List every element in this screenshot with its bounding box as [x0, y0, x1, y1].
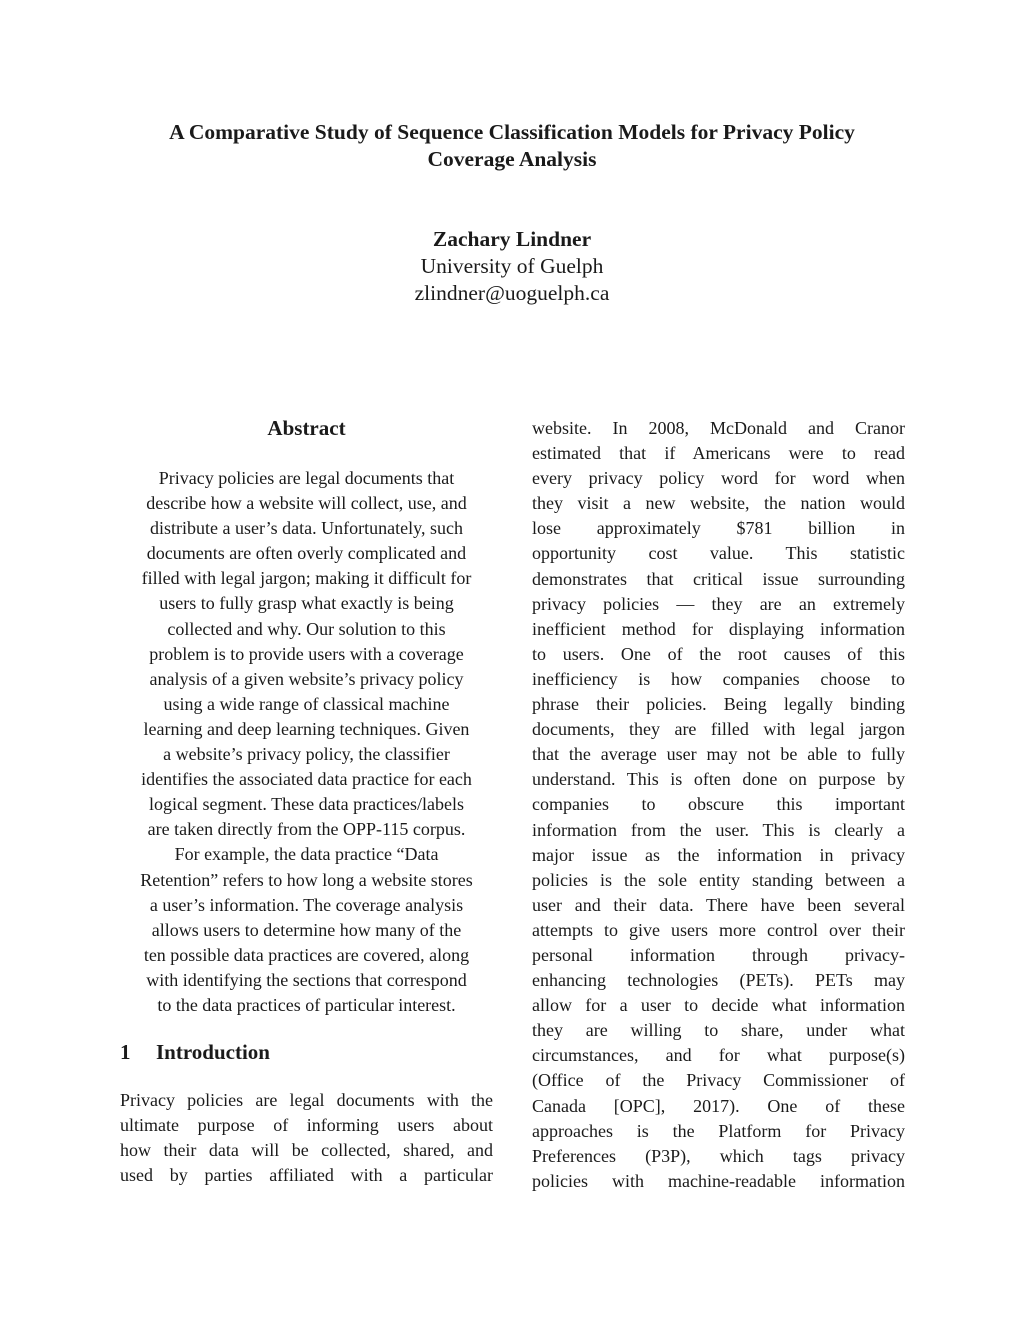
text-line: Privacy policies are legal documents with the [120, 1090, 493, 1111]
paper-title [0, 119, 1024, 173]
text-line: identifies the associated data practice for each [141, 769, 472, 790]
text-line: Preferences (P3P), which tags privacy [532, 1145, 905, 1166]
text-line: they are willing to share, under what [532, 1020, 905, 1041]
text-line: logical segment. These data practices/labels [148, 794, 465, 815]
text-line: Canada [OPC], 2017). One of these [532, 1095, 905, 1116]
text-line: policies with machine-readable information [532, 1170, 905, 1191]
text-line: that the average user may not be able to fully [532, 744, 905, 765]
text-line: inefficient method for displaying information [532, 618, 905, 639]
text-line: learning and deep learning techniques. Given [143, 718, 470, 739]
author-affiliation: University of Guelph [420, 254, 604, 278]
text-line: opportunity cost value. This statistic [532, 543, 905, 564]
text-line: ultimate purpose of informing users about [120, 1115, 493, 1136]
text-line: inefficiency is how companies choose to [532, 668, 905, 689]
text-line: phrase their policies. Being legally binding [532, 694, 905, 715]
section-number: 1 [120, 1040, 131, 1065]
author-email: zlindner@uoguelph.ca [414, 281, 610, 305]
text-line: information from the user. This is clearly a [532, 819, 905, 840]
text-line: using a wide range of classical machine [163, 693, 450, 714]
author-block [0, 226, 1024, 307]
text-line: distribute a user’s data. Unfortunately, such [150, 518, 463, 539]
text-line: a website’s privacy policy, the classifier [163, 744, 450, 765]
text-line: Retention” refers to how long a website stores [140, 869, 473, 890]
title-line: A Comparative Study of Sequence Classification Models for Privacy Policy [169, 120, 855, 144]
introduction-body-right [532, 416, 905, 1194]
text-line: used by parties affiliated with a particular [120, 1165, 493, 1186]
text-line: filled with legal jargon; making it difficult for [141, 568, 472, 589]
text-line: every privacy policy word for word when [532, 468, 905, 489]
text-line: demonstrates that critical issue surrounding [532, 568, 905, 589]
text-line: collected and why. Our solution to this [167, 618, 446, 639]
text-line: estimated that if Americans were to read [532, 443, 905, 464]
author-name: Zachary Lindner [432, 227, 592, 251]
text-line: allow for a user to decide what information [532, 995, 905, 1016]
text-line: ten possible data practices are covered, along [143, 944, 470, 965]
text-line: to users. One of the root causes of this [532, 643, 905, 664]
text-line: website. In 2008, McDonald and Cranor [532, 418, 905, 438]
abstract-heading: Abstract [267, 416, 346, 440]
text-line: companies to obscure this important [532, 794, 905, 815]
title-line: Coverage Analysis [427, 147, 597, 171]
text-line: they visit a new website, the nation would [532, 493, 905, 514]
left-column [120, 414, 493, 1188]
text-line: users to fully grasp what exactly is being [159, 593, 454, 614]
text-line: understand. This is often done on purpose by [532, 769, 905, 790]
section-title: Introduction [156, 1040, 270, 1065]
text-line: problem is to provide users with a coverage [149, 643, 464, 664]
text-line: a user’s information. The coverage analysis [149, 894, 464, 915]
text-line: For example, the data practice “Data [174, 844, 439, 865]
abstract-body [120, 466, 493, 1018]
text-line: enhancing technologies (PETs). PETs may [532, 970, 905, 991]
text-line: Privacy policies are legal documents that [158, 468, 455, 488]
text-line: privacy policies — they are an extremely [532, 593, 905, 614]
text-line: attempts to give users more control over their [532, 919, 905, 940]
text-line: describe how a website will collect, use, and [146, 493, 467, 514]
text-line: documents, they are filled with legal jargon [532, 719, 905, 740]
introduction-body-left [120, 1088, 493, 1188]
text-line: policies is the sole entity standing between a [532, 869, 905, 890]
text-line: user and their data. There have been several [532, 894, 905, 915]
text-line: personal information through privacy- [532, 944, 905, 965]
text-line: how their data will be collected, shared, and [120, 1140, 493, 1161]
text-line: documents are often overly complicated and [146, 543, 467, 564]
text-line: are taken directly from the OPP-115 corpus. [147, 819, 466, 840]
text-line: lose approximately $781 billion in [532, 518, 905, 539]
text-line: circumstances, and for what purpose(s) [532, 1045, 905, 1066]
text-line: approaches is the Platform for Privacy [532, 1120, 905, 1141]
text-line: (Office of the Privacy Commissioner of [532, 1070, 905, 1091]
text-line: to the data practices of particular interest. [157, 994, 456, 1015]
text-line: major issue as the information in privacy [532, 844, 905, 865]
text-line: allows users to determine how many of the [151, 919, 462, 940]
text-line: with identifying the sections that correspond [146, 969, 467, 990]
introduction-heading [120, 1038, 493, 1066]
text-line: analysis of a given website’s privacy policy [149, 668, 464, 689]
